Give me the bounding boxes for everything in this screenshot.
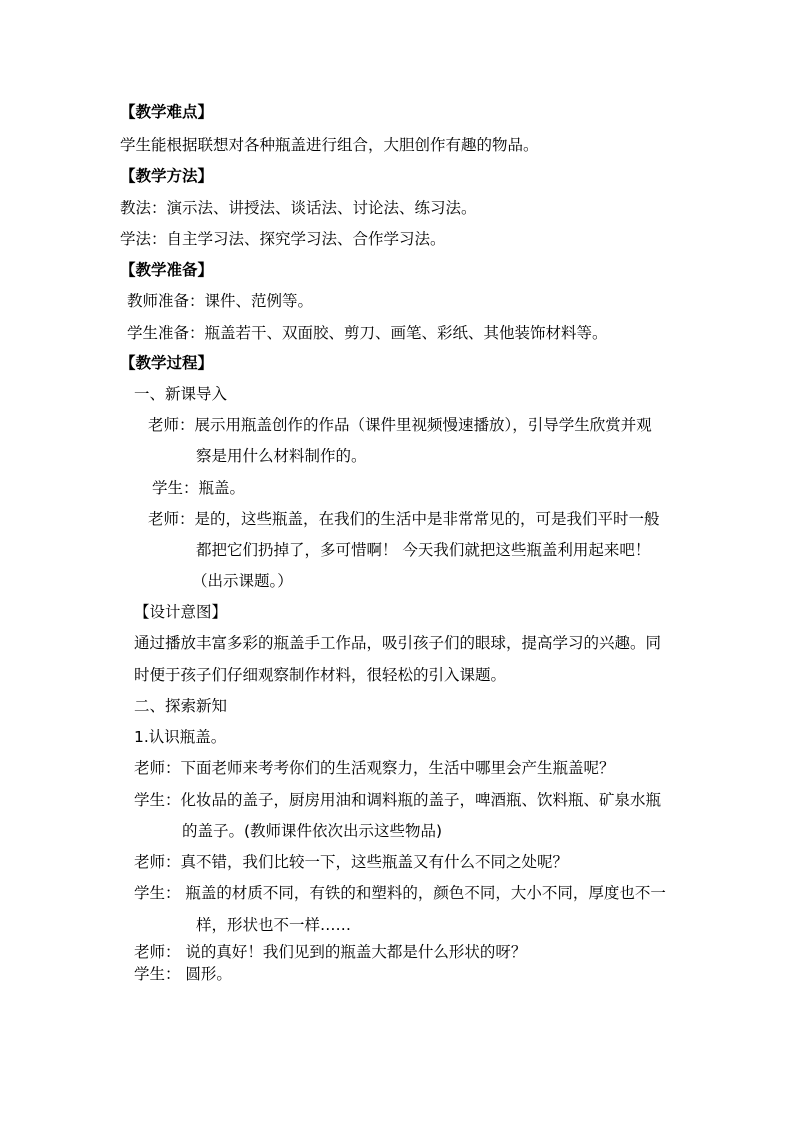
paragraph-student-preparation: 学生准备：瓶盖若干、双面胶、剪刀、画笔、彩纸、其他装饰材料等。 (127, 324, 608, 342)
dialogue-teacher-2: 老师：是的，这些瓶盖，在我们的生活中是非常常见的，可是我们平时一般 (148, 510, 660, 528)
heading-teaching-difficulty: 【教学难点】 (120, 103, 214, 121)
section-explore-new-knowledge: 二、探索新知 (134, 697, 228, 715)
dialogue-teacher-1-cont: 察是用什么材料制作的。 (196, 447, 367, 465)
paragraph-learning-method: 学法：自主学习法、探究学习法、合作学习法。 (120, 230, 446, 248)
subsection-know-bottle-caps: 1.认识瓶盖。 (134, 728, 227, 746)
heading-design-intent: 【设计意图】 (134, 603, 228, 621)
dialogue-teacher-2-note: （出示课题。） (192, 572, 293, 590)
paragraph-design-intent-cont: 时便于孩子们仔细观察制作材料，很轻松的引入课题。 (134, 666, 507, 684)
heading-teaching-preparation: 【教学准备】 (120, 261, 214, 279)
dialogue-student-3-cont: 样，形状也不一样…… (196, 916, 352, 934)
dialogue-student-1: 学生：瓶盖。 (152, 479, 246, 497)
heading-teaching-process: 【教学过程】 (120, 354, 214, 372)
paragraph-design-intent: 通过播放丰富多彩的瓶盖手工作品，吸引孩子们的眼球，提高学习的兴趣。同 (134, 634, 662, 652)
paragraph-teaching-method: 教法：演示法、讲授法、谈话法、讨论法、练习法。 (120, 199, 477, 217)
dialogue-student-2: 学生：化妆品的盖子，厨房用油和调料瓶的盖子，啤酒瓶、饮料瓶、矿泉水瓶 (134, 791, 662, 809)
dialogue-student-4: 学生： 圆形。 (134, 965, 232, 983)
dialogue-teacher-3: 老师：下面老师来考考你们的生活观察力，生活中哪里会产生瓶盖呢？ (134, 759, 615, 777)
paragraph-teacher-preparation: 教师准备：课件、范例等。 (127, 292, 314, 310)
paragraph-teaching-difficulty: 学生能根据联想对各种瓶盖进行组合，大胆创作有趣的物品。 (120, 136, 539, 154)
section-new-lesson-intro: 一、新课导入 (134, 385, 228, 403)
dialogue-student-2-cont: 的盖子。(教师课件依次出示这些物品) (182, 822, 443, 840)
dialogue-teacher-2-cont: 都把它们扔掉了，多可惜啊！ 今天我们就把这些瓶盖利用起来吧！ (196, 541, 651, 559)
dialogue-teacher-5: 老师： 说的真好！我们见到的瓶盖大都是什么形状的呀？ (134, 943, 527, 961)
heading-teaching-method: 【教学方法】 (120, 167, 214, 185)
dialogue-teacher-4: 老师：真不错，我们比较一下，这些瓶盖又有什么不同之处呢？ (134, 853, 569, 871)
dialogue-teacher-1: 老师：展示用瓶盖创作的作品（课件里视频慢速播放），引导学生欣赏并观 (148, 416, 652, 434)
dialogue-student-3: 学生： 瓶盖的材质不同，有铁的和塑料的，颜色不同，大小不同，厚度也不一 (134, 884, 666, 902)
